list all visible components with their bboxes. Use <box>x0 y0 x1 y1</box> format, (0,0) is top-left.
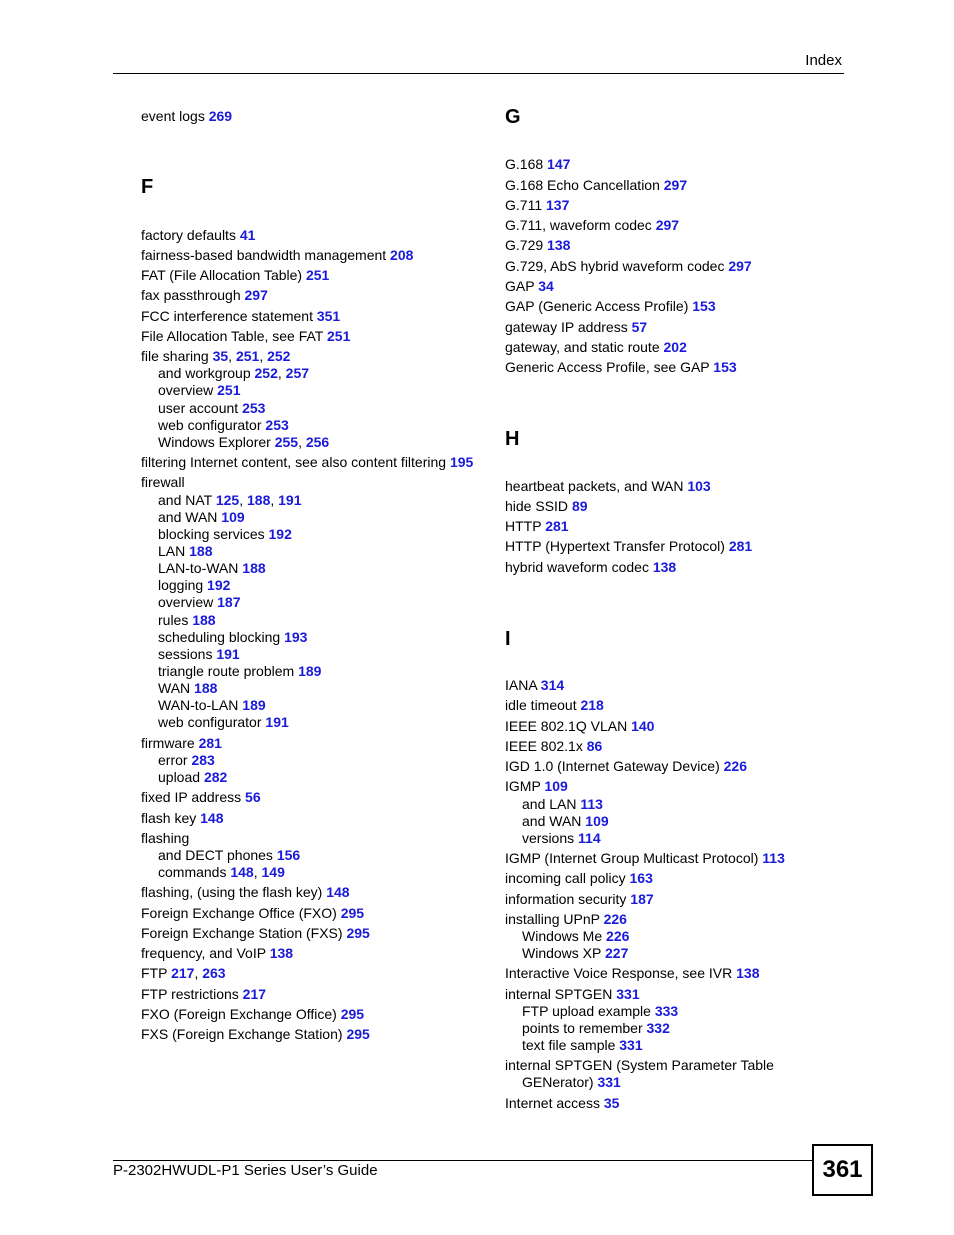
index-letter-heading: G <box>505 106 521 128</box>
index-entry <box>141 965 226 982</box>
page-ref-link[interactable]: 217 <box>171 965 195 981</box>
index-entry <box>505 359 737 376</box>
page-ref-link[interactable]: 153 <box>692 298 716 314</box>
page-ref-link[interactable]: 263 <box>202 965 226 981</box>
page-ref-link[interactable]: 189 <box>242 697 266 713</box>
index-entry <box>505 1057 822 1091</box>
index-term: internal SPTGEN (System Parameter Table GENerator) <box>505 1057 774 1090</box>
index-term: G.729, AbS hybrid waveform codec <box>505 258 729 274</box>
index-term: Generic Access Profile, see GAP <box>505 359 714 375</box>
index-term: HTTP (Hypertext Transfer Protocol) <box>505 538 729 554</box>
page-ref-link[interactable]: 281 <box>545 518 569 534</box>
index-term: HTTP <box>505 518 546 534</box>
index-subentry <box>141 697 266 714</box>
index-term: WAN-to-LAN <box>158 697 243 713</box>
index-entry <box>505 891 654 908</box>
index-subentry <box>141 365 309 382</box>
page-number: 361 <box>812 1144 873 1196</box>
page-ref-link[interactable]: 138 <box>547 237 571 253</box>
index-term: FTP <box>141 965 172 981</box>
index-term: LAN-to-WAN <box>158 560 243 576</box>
page-ref-link[interactable]: 114 <box>578 830 601 846</box>
index-term: Foreign Exchange Station (FXS) <box>141 925 347 941</box>
index-subentry <box>141 629 307 646</box>
page-ref-link[interactable]: 147 <box>547 156 571 172</box>
running-header-section: Index <box>805 52 842 69</box>
index-term: user account <box>158 400 243 416</box>
index-subentry <box>141 543 212 560</box>
index-entry <box>141 227 255 244</box>
index-subentry <box>141 847 300 864</box>
page-ref-link[interactable]: 314 <box>540 677 565 693</box>
page-ref-link[interactable]: 109 <box>221 509 245 525</box>
page-ref-link[interactable]: 256 <box>305 434 330 450</box>
index-letter-heading: I <box>505 628 511 650</box>
index-term: WAN <box>158 680 195 696</box>
index-term: IGMP <box>505 778 545 794</box>
page-ref-link[interactable]: 156 <box>276 847 301 863</box>
index-entry <box>505 298 716 315</box>
index-entry <box>505 1095 619 1112</box>
index-letter-heading: H <box>505 428 520 450</box>
page-ref-link[interactable]: 252 <box>267 348 291 364</box>
page-ref-link[interactable]: 331 <box>616 986 640 1002</box>
index-term: file sharing <box>141 348 213 364</box>
page-ref-link[interactable]: 253 <box>242 400 266 416</box>
index-term: versions <box>522 830 579 846</box>
index-entry <box>505 498 588 515</box>
page-ref-link[interactable]: 331 <box>597 1074 621 1090</box>
index-term: FXO (Foreign Exchange Office) <box>141 1006 341 1022</box>
page-ref-link[interactable]: 208 <box>390 247 414 263</box>
index-term: G.711 <box>505 197 546 213</box>
page-ref-link[interactable]: 269 <box>208 108 233 124</box>
index-subentry <box>141 680 217 697</box>
index-entry <box>505 538 752 555</box>
index-entry <box>505 677 564 694</box>
index-term: scheduling blocking <box>158 629 285 645</box>
ref-separator: , <box>270 492 279 508</box>
index-subentry <box>141 526 292 543</box>
page-ref-link[interactable]: 297 <box>244 287 268 303</box>
page-ref-link[interactable]: 34 <box>538 278 554 294</box>
index-subentry <box>505 945 628 962</box>
page-ref-link[interactable]: 295 <box>340 905 365 921</box>
page-ref-link[interactable]: 281 <box>728 538 753 554</box>
index-term: Windows XP <box>522 945 605 961</box>
page-ref-link[interactable]: 140 <box>631 718 655 734</box>
page-ref-link[interactable]: 255 <box>274 434 299 450</box>
index-term: points to remember <box>522 1020 647 1036</box>
page-ref-link[interactable]: 191 <box>265 714 289 730</box>
index-term: Internet access <box>505 1095 604 1111</box>
index-entry <box>505 319 647 336</box>
page-ref-link[interactable]: 188 <box>194 680 218 696</box>
index-subentry <box>505 1020 670 1037</box>
index-term: heartbeat packets, and WAN <box>505 478 688 494</box>
index-entry <box>141 789 261 806</box>
index-term: FAT (File Allocation Table) <box>141 267 306 283</box>
index-entry <box>505 156 570 173</box>
index-entry <box>505 258 752 275</box>
index-entry <box>141 348 290 365</box>
page-ref-link[interactable]: 257 <box>285 365 310 381</box>
index-entry <box>505 697 604 714</box>
index-entry <box>505 965 759 982</box>
index-term: internal SPTGEN <box>505 986 617 1002</box>
index-term: File Allocation Table, see FAT <box>141 328 327 344</box>
page-ref-link[interactable]: 109 <box>544 778 568 794</box>
ref-separator: , <box>194 965 203 981</box>
index-term: overview <box>158 594 218 610</box>
page-ref-link[interactable]: 227 <box>605 945 629 961</box>
page-ref-link[interactable]: 202 <box>663 339 687 355</box>
index-subentry <box>505 1037 643 1054</box>
index-term: flashing <box>141 830 190 846</box>
page-ref-link[interactable]: 192 <box>268 526 292 542</box>
index-entry <box>141 474 185 491</box>
index-term: gateway, and static route <box>505 339 664 355</box>
page-ref-link[interactable]: 41 <box>239 227 256 243</box>
index-term: triangle route problem <box>158 663 299 679</box>
index-term: and NAT <box>158 492 216 508</box>
page-ref-link[interactable]: 226 <box>606 928 630 944</box>
index-term: and DECT phones <box>158 847 277 863</box>
index-term: Interactive Voice Response, see IVR <box>505 965 737 981</box>
ref-separator: , <box>239 492 247 508</box>
index-term: IANA <box>505 677 541 693</box>
index-term: LAN <box>158 543 190 559</box>
page-ref-link[interactable]: 297 <box>663 177 688 193</box>
page-ref-link[interactable]: 226 <box>723 758 747 774</box>
index-subentry <box>141 560 266 577</box>
page-ref-link[interactable]: 297 <box>728 258 752 274</box>
ref-separator: , <box>228 348 236 364</box>
index-subentry <box>141 509 245 526</box>
ref-separator: , <box>277 365 286 381</box>
footer-guide-title: P-2302HWUDL-P1 Series User’s Guide <box>113 1162 378 1179</box>
index-entry <box>141 287 268 304</box>
index-entry <box>141 454 473 471</box>
index-term: IEEE 802.1x <box>505 738 587 754</box>
index-entry <box>505 986 640 1003</box>
page-ref-link[interactable]: 148 <box>230 864 254 880</box>
page-ref-link[interactable]: 148 <box>326 884 350 900</box>
index-term: overview <box>158 382 218 398</box>
page-ref-link[interactable]: 86 <box>586 738 603 754</box>
index-subentry <box>505 830 601 847</box>
index-term: hybrid waveform codec <box>505 559 653 575</box>
page-ref-link[interactable]: 283 <box>191 752 215 768</box>
page-ref-link[interactable]: 89 <box>571 498 588 514</box>
index-term: commands <box>158 864 231 880</box>
index-entry <box>141 267 329 284</box>
page-ref-link[interactable]: 35 <box>603 1095 620 1111</box>
index-term: web configurator <box>158 417 266 433</box>
index-term: frequency, and VoIP <box>141 945 270 961</box>
index-entry <box>141 945 293 962</box>
page-ref-link[interactable]: 188 <box>192 612 216 628</box>
index-term: Foreign Exchange Office (FXO) <box>141 905 341 921</box>
index-term: IGMP (Internet Group Multicast Protocol) <box>505 850 763 866</box>
page-ref-link[interactable]: 297 <box>655 217 680 233</box>
index-term: installing UPnP <box>505 911 604 927</box>
index-term: text file sample <box>522 1037 620 1053</box>
index-term: and workgroup <box>158 365 255 381</box>
page-ref-link[interactable]: 138 <box>269 945 294 961</box>
index-term: and LAN <box>522 796 581 812</box>
page-ref-link[interactable]: 195 <box>449 454 474 470</box>
index-term: Windows Me <box>522 928 607 944</box>
index-term: gateway IP address <box>505 319 632 335</box>
index-term: web configurator <box>158 714 266 730</box>
index-term: information security <box>505 891 631 907</box>
index-entry <box>505 758 747 775</box>
page-ref-link[interactable]: 226 <box>603 911 627 927</box>
index-subentry <box>505 1003 678 1020</box>
page-ref-link[interactable]: 251 <box>305 267 330 283</box>
page-ref-link[interactable]: 217 <box>242 986 267 1002</box>
index-term: IGD 1.0 (Internet Gateway Device) <box>505 758 724 774</box>
index-term: and WAN <box>158 509 222 525</box>
index-entry <box>505 478 711 495</box>
index-subentry <box>505 928 629 945</box>
index-subentry <box>141 612 216 629</box>
page-ref-link[interactable]: 251 <box>235 348 260 364</box>
page-ref-link[interactable]: 188 <box>189 543 213 559</box>
index-entry <box>505 559 676 576</box>
index-term: incoming call policy <box>505 870 630 886</box>
index-subentry <box>141 769 227 786</box>
page-ref-link[interactable]: 295 <box>346 925 370 941</box>
page-ref-link[interactable]: 113 <box>762 850 785 866</box>
index-entry <box>141 905 364 922</box>
index-entry <box>505 278 554 295</box>
page-ref-link[interactable]: 35 <box>212 348 229 364</box>
page-ref-link[interactable]: 153 <box>713 359 737 375</box>
page-ref-link[interactable]: 189 <box>298 663 322 679</box>
index-term: GAP (Generic Access Profile) <box>505 298 693 314</box>
index-term: rules <box>158 612 193 628</box>
index-term: hide SSID <box>505 498 572 514</box>
page-ref-link[interactable]: 187 <box>217 594 241 610</box>
index-entry <box>505 850 785 867</box>
index-term: fixed IP address <box>141 789 246 805</box>
index-subentry <box>505 796 603 813</box>
index-term: FXS (Foreign Exchange Station) <box>141 1026 347 1042</box>
page-ref-link[interactable]: 138 <box>736 965 760 981</box>
index-entry <box>141 884 350 901</box>
index-term: IEEE 802.1Q VLAN <box>505 718 632 734</box>
index-subentry <box>141 400 265 417</box>
index-term: firewall <box>141 474 185 490</box>
page-ref-link[interactable]: 188 <box>247 492 271 508</box>
page-ref-link[interactable]: 187 <box>630 891 654 907</box>
index-entry <box>141 925 370 942</box>
index-entry <box>505 718 654 735</box>
ref-separator: , <box>259 348 268 364</box>
page-ref-link[interactable]: 188 <box>242 560 266 576</box>
page-ref-link[interactable]: 191 <box>278 492 302 508</box>
page-ref-link[interactable]: 103 <box>687 478 711 494</box>
index-entry <box>141 308 340 325</box>
index-entry <box>141 1026 370 1043</box>
index-term: flashing, (using the flash key) <box>141 884 327 900</box>
index-term: error <box>158 752 192 768</box>
index-subentry <box>141 864 285 881</box>
index-term: factory defaults <box>141 227 240 243</box>
index-term: firmware <box>141 735 199 751</box>
index-entry <box>505 237 570 254</box>
index-subentry <box>141 752 215 769</box>
index-subentry <box>141 492 302 509</box>
index-subentry <box>141 434 329 451</box>
index-term: FTP upload example <box>522 1003 655 1019</box>
index-subentry <box>141 382 241 399</box>
index-subentry <box>141 594 241 611</box>
index-entry <box>141 735 222 752</box>
index-entry <box>505 911 627 928</box>
index-term: fairness-based bandwidth management <box>141 247 391 263</box>
page-ref-link[interactable]: 251 <box>327 328 351 344</box>
index-subentry <box>141 714 289 731</box>
page-ref-link[interactable]: 113 <box>580 796 603 812</box>
index-term: sessions <box>158 646 217 662</box>
index-term: idle timeout <box>505 697 581 713</box>
index-entry <box>505 217 679 234</box>
index-entry <box>505 177 687 194</box>
index-term: fax passthrough <box>141 287 245 303</box>
page-ref-link[interactable]: 193 <box>284 629 308 645</box>
index-entry <box>505 339 687 356</box>
index-term: and WAN <box>522 813 586 829</box>
index-term: FCC interference statement <box>141 308 317 324</box>
index-entry <box>505 778 568 795</box>
page-ref-link[interactable]: 351 <box>316 308 341 324</box>
index-subentry <box>141 417 289 434</box>
page-ref-link[interactable]: 282 <box>203 769 228 785</box>
page-ref-link[interactable]: 148 <box>200 810 224 826</box>
index-term: G.168 Echo Cancellation <box>505 177 664 193</box>
index-subentry <box>141 646 240 663</box>
index-term: G.711, waveform codec <box>505 217 656 233</box>
page-ref-link[interactable]: 333 <box>654 1003 679 1019</box>
page-ref-link[interactable]: 192 <box>207 577 231 593</box>
page-ref-link[interactable]: 191 <box>216 646 240 662</box>
index-term: event logs <box>141 108 209 124</box>
index-term: logging <box>158 577 208 593</box>
page-ref-link[interactable]: 138 <box>652 559 677 575</box>
index-entry <box>141 830 189 847</box>
page-ref-link[interactable]: 149 <box>261 864 285 880</box>
index-entry <box>141 986 266 1003</box>
index-entry <box>505 197 569 214</box>
page-ref-link[interactable]: 332 <box>646 1020 670 1036</box>
page-ref-link[interactable]: 218 <box>580 697 604 713</box>
page-ref-link[interactable]: 295 <box>346 1026 370 1042</box>
page-ref-link[interactable]: 295 <box>340 1006 365 1022</box>
page-ref-link[interactable]: 56 <box>245 789 261 805</box>
index-term: FTP restrictions <box>141 986 243 1002</box>
index-entry <box>141 247 413 264</box>
index-subentry <box>141 577 230 594</box>
index-term: upload <box>158 769 204 785</box>
index-term: filtering Internet content, see also content filtering <box>141 454 450 470</box>
index-entry <box>505 870 653 887</box>
page-ref-link[interactable]: 163 <box>629 870 653 886</box>
index-term: G.168 <box>505 156 548 172</box>
index-entry <box>141 108 232 125</box>
index-entry <box>141 810 224 827</box>
index-entry <box>505 738 602 755</box>
footer-rule <box>113 1160 812 1161</box>
page-ref-link[interactable]: 253 <box>265 417 289 433</box>
header-rule <box>113 73 844 74</box>
page-ref-link[interactable]: 281 <box>198 735 222 751</box>
ref-separator: , <box>253 864 262 880</box>
page-ref-link[interactable]: 57 <box>631 319 648 335</box>
page-ref-link[interactable]: 125 <box>215 492 240 508</box>
index-term: blocking services <box>158 526 269 542</box>
index-letter-heading: F <box>141 176 154 198</box>
page-ref-link[interactable]: 331 <box>619 1037 643 1053</box>
index-term: G.729 <box>505 237 548 253</box>
index-term: flash key <box>141 810 201 826</box>
page-ref-link[interactable]: 251 <box>217 382 241 398</box>
page-ref-link[interactable]: 137 <box>546 197 570 213</box>
ref-separator: , <box>298 434 306 450</box>
page-ref-link[interactable]: 109 <box>585 813 609 829</box>
index-subentry <box>505 813 609 830</box>
index-term: GAP <box>505 278 539 294</box>
index-entry <box>141 328 350 345</box>
index-term: Windows Explorer <box>158 434 275 450</box>
page-ref-link[interactable]: 252 <box>254 365 278 381</box>
index-subentry <box>141 663 321 680</box>
index-entry <box>141 1006 364 1023</box>
index-entry <box>505 518 569 535</box>
